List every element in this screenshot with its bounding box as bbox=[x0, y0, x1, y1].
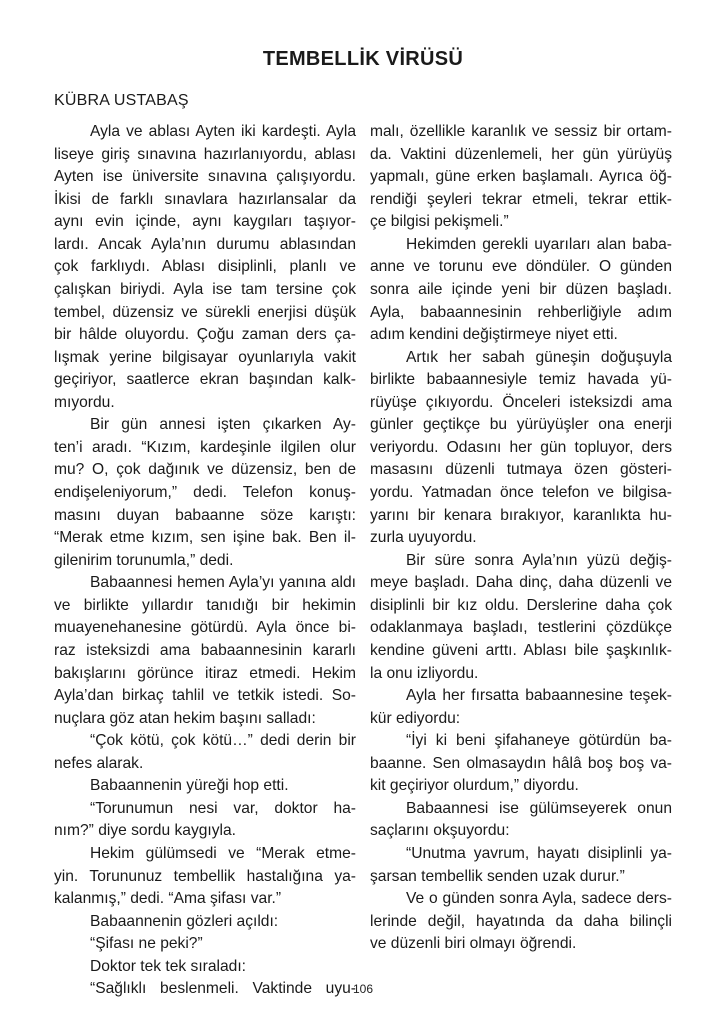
text-line: geçiriyor, saatlerce ekran başından kalk- bbox=[54, 371, 356, 389]
text-line: liseye giriş sınavına hazırlanıyordu, ablası bbox=[54, 145, 356, 163]
text-line: günler geçtikçe bu yürüyüşler ona enerji bbox=[370, 416, 672, 434]
text-line: tembel, düzensiz ve sürekli enerjisi düşük bbox=[54, 303, 356, 321]
text-line: yarını bir kenara bırakıyor, karanlıkta hu- bbox=[370, 506, 672, 524]
text-line: muayenehanesine götürdü. Ayla önce bi- bbox=[54, 619, 356, 637]
text-line: “İyi ki beni şifahaneye götürdün ba- bbox=[406, 732, 672, 750]
text-line: Ayla her fırsatta babaannesine teşek- bbox=[406, 687, 672, 705]
author-name: KÜBRA USTABAŞ bbox=[54, 92, 189, 109]
text-line: veriyordu. Odasını her gün topluyor, ders bbox=[370, 438, 672, 456]
text-line: yin. Torununuz tembellik hastalığına ya- bbox=[54, 867, 356, 885]
text-line: kalanmış,” dedi. “Ama şifası var.” bbox=[54, 890, 282, 908]
text-line: İkisi de farklı sınavlara hazırlansalar da bbox=[54, 190, 356, 208]
text-line: lerinde değil, hayatında da daha bilinçli bbox=[370, 912, 672, 930]
text-line: Bir gün annesi işten çıkarken Ay- bbox=[90, 416, 356, 434]
text-line: rüyüşe çıkıyordu. Önceleri isteksizdi ama bbox=[370, 393, 672, 411]
text-line: şarsan tembellik senden uzak durur.” bbox=[370, 867, 625, 885]
text-line: Babaannenin gözleri açıldı: bbox=[90, 912, 279, 930]
text-line: Ve o günden sonra Ayla, sadece ders- bbox=[406, 890, 672, 908]
text-line: raz isteksizdi ama babaannesinin kararlı bbox=[54, 641, 356, 659]
text-line: anne ve torunu eve döndüler. O günden bbox=[370, 258, 672, 276]
text-line: Ayla, babaannesinin rehberliğiyle adım bbox=[370, 303, 672, 321]
text-line: bakışlarını görünce itiraz etmedi. Hekim bbox=[54, 664, 356, 682]
text-line: “Unutma yavrum, hayatı disiplinli ya- bbox=[406, 845, 672, 862]
text-line: lardı. Ancak Ayla’nın durumu ablasından bbox=[54, 235, 356, 253]
text-line: da. Vaktini düzenlemeli, her gün yürüyüş bbox=[370, 145, 672, 163]
text-line: bir hâlde oluyordu. Çoğu zaman ders ça- bbox=[54, 326, 356, 344]
text-line: zurla uyuyordu. bbox=[370, 529, 477, 547]
text-line: Babaannesi ise gülümseyerek onun bbox=[406, 799, 672, 817]
text-line: “Torunumun nesi var, doktor ha- bbox=[90, 799, 356, 817]
text-line: “Çok kötü, çok kötü…” dedi derin bir bbox=[90, 732, 356, 750]
text-line: odaklanmaya başladı, testlerini çözdükçe bbox=[370, 619, 672, 637]
text-line: kit geçiriyor olurdum,” diyordu. bbox=[370, 777, 579, 795]
text-line: Babaannenin yüreği hop etti. bbox=[90, 777, 289, 795]
text-line: nuçlara göz atan hekim başını salladı: bbox=[54, 709, 316, 727]
text-line: sonra aile içinde yeni bir düzen başladı. bbox=[370, 280, 672, 298]
page-title: TEMBELLİK VİRÜSÜ bbox=[262, 48, 464, 70]
text-line: mu? O, çok dağınık ve düzensiz, ben de bbox=[54, 461, 356, 479]
text-line: kendine güveni arttı. Ablası bile şaşkınlık- bbox=[370, 641, 672, 659]
text-line: adım kendini değiştirmeye niyet etti. bbox=[370, 326, 618, 344]
text-line: birlikte babaannesiyle temiz havada yü- bbox=[370, 371, 672, 389]
text-line: “Merak etme kızım, sen işine bak. Ben il- bbox=[54, 529, 356, 547]
text-line: aynı evin içinde, aynı kaygıları taşıyor- bbox=[54, 213, 356, 231]
text-line: ten’i aradı. “Kızım, kardeşinle ilgilen olur bbox=[54, 438, 356, 456]
text-line: masasını düzenli tutmaya özen gösteri- bbox=[370, 461, 672, 479]
text-line: Babaannesi hemen Ayla’yı yanına aldı bbox=[90, 574, 356, 592]
text-line: kür ediyordu: bbox=[370, 709, 461, 727]
text-line: meye başladı. Daha dinç, daha düzenli ve bbox=[370, 574, 672, 592]
text-line: ve düzenli biri olmayı öğrendi. bbox=[370, 935, 577, 953]
text-line: nefes alarak. bbox=[54, 754, 144, 772]
text-line: malı, özellikle karanlık ve sessiz bir ortam- bbox=[370, 123, 672, 140]
text-line: Ayla’dan birkaç tahlil ve tetkik istedi. So- bbox=[54, 687, 356, 705]
text-line: Bir süre sonra Ayla’nın yüzü değiş- bbox=[406, 551, 672, 569]
text-column-right bbox=[370, 121, 672, 956]
text-line: rendiği şeyleri tekrar etmeli, tekrar ettik- bbox=[370, 190, 672, 208]
text-line: nım?” diye sordu kaygıyla. bbox=[54, 822, 237, 840]
text-line: lışmak yerine bilgisayar oyunlarıyla vakit bbox=[54, 348, 356, 366]
text-line: la onu izliyordu. bbox=[370, 664, 479, 682]
text-line: Ayten ise üniversite sınavına çalışıyordu. bbox=[54, 168, 356, 186]
text-line: çe bilgisi pekişmeli.” bbox=[370, 213, 509, 231]
text-line: mıyordu. bbox=[54, 393, 115, 411]
text-line: çalışkan biriydi. Ayla ise tam tersine çok bbox=[54, 280, 356, 298]
text-column-left bbox=[54, 121, 356, 1001]
text-line: saçlarını okşuyordu: bbox=[370, 822, 510, 840]
text-line: ve birlikte yıllardır tanıdığı bir hekimin bbox=[54, 596, 356, 614]
text-line: Doktor tek tek sıraladı: bbox=[90, 957, 246, 975]
text-line: “Şifası ne peki?” bbox=[90, 935, 203, 953]
text-line: yapmalı, güne erken başlamalı. Ayrıca öğ- bbox=[370, 168, 672, 186]
text-line: gilenirim torunumla,” dedi. bbox=[54, 551, 234, 569]
text-line: disiplinli bir kız oldu. Derslerine daha çok bbox=[370, 596, 672, 614]
page-number: 106 bbox=[352, 982, 374, 996]
text-line: çok farklıydı. Ablası disiplinli, planlı ve bbox=[54, 258, 356, 276]
text-line: Artık her sabah güneşin doğuşuyla bbox=[406, 348, 672, 366]
text-line: Hekim gülümsedi ve “Merak etme- bbox=[90, 845, 356, 862]
text-line: Hekimden gerekli uyarıları alan baba- bbox=[406, 235, 672, 253]
text-line: masını duyan babaanne söze karıştı: bbox=[54, 506, 356, 524]
text-line: baanne. Sen olmasaydın hâlâ boş boş va- bbox=[370, 754, 672, 772]
text-line: endişeleniyorum,” dedi. Telefon konuş- bbox=[54, 484, 356, 501]
text-line: Ayla ve ablası Ayten iki kardeşti. Ayla bbox=[90, 123, 356, 140]
text-line: yordu. Yatmadan önce telefon ve bilgisa- bbox=[370, 484, 672, 501]
text-line: “Sağlıklı beslenmeli. Vaktinde uyu- bbox=[90, 980, 356, 998]
